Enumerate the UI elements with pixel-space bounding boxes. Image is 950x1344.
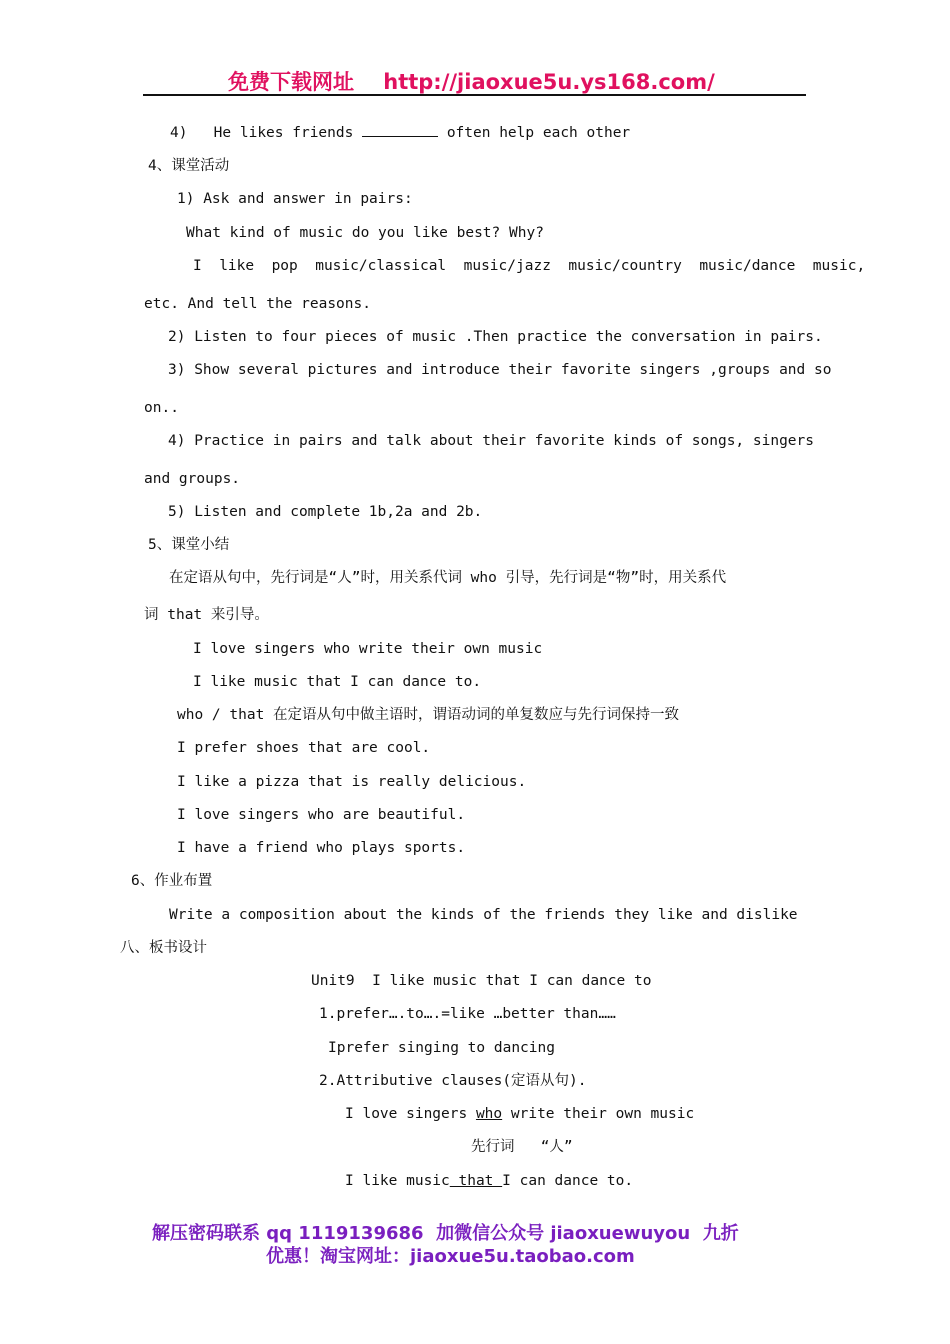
exercise-4 xyxy=(170,124,630,142)
header-label: 免费下载网址 xyxy=(228,70,354,94)
section-4-heading: 4、课堂活动 xyxy=(148,158,230,174)
activity-5: 5) Listen and complete 1b,2a and 2b. xyxy=(168,504,483,520)
board-point-1-example: Iprefer singing to dancing xyxy=(328,1040,555,1056)
activity-4-line1: 4) Practice in pairs and talk about their favorite kinds of songs, singers xyxy=(168,433,815,449)
summary-rule-line2: 词 that 来引导。 xyxy=(144,607,269,623)
summary-example-5: I love singers who are beautiful. xyxy=(177,807,466,823)
summary-example-3: I prefer shoes that are cool. xyxy=(177,740,431,756)
header-link[interactable] xyxy=(228,66,715,96)
board-example-b xyxy=(345,1172,633,1190)
board-point-2: 2.Attributive clauses(定语从句). xyxy=(319,1073,587,1089)
summary-example-4: I like a pizza that is really delicious. xyxy=(177,774,527,790)
exercise-number: 4) xyxy=(170,125,188,141)
activity-3-line1: 3) Show several pictures and introduce their favorite singers ,groups and so xyxy=(168,362,832,378)
summary-example-2: I like music that I can dance to. xyxy=(193,674,482,690)
board-title: Unit9 I like music that I can dance to xyxy=(311,973,652,989)
board-example-a xyxy=(345,1105,694,1123)
board-point-1: 1.prefer….to….=like …better than…… xyxy=(319,1006,616,1022)
activity-3-line2: on.. xyxy=(144,400,179,416)
activity-2: 2) Listen to four pieces of music .Then practice the conversation in pairs. xyxy=(168,329,823,345)
activity-1-question: What kind of music do you like best? Why? xyxy=(186,225,544,241)
antecedent-label: 先行词 “人” xyxy=(471,1139,573,1155)
section-5-heading: 5、课堂小结 xyxy=(148,537,230,553)
exercise-text-before: He likes friends xyxy=(213,125,354,141)
section-8-heading: 八、板书设计 xyxy=(120,940,207,956)
homework-task: Write a composition about the kinds of the friends they like and dislike xyxy=(169,907,798,923)
activity-1-answer-line1: I like pop music/classical music/jazz music/country music/dance music, xyxy=(193,258,866,274)
summary-example-1: I love singers who write their own music xyxy=(193,641,543,657)
fill-blank xyxy=(362,124,438,137)
summary-rule-3: who / that 在定语从句中做主语时，谓语动词的单复数应与先行词保持一致 xyxy=(177,707,680,723)
exercise-text-after: often help each other xyxy=(446,125,631,141)
header-url[interactable]: http://jiaoxue5u.ys168.com/ xyxy=(383,70,715,94)
underlined-who: who xyxy=(475,1106,503,1122)
board-example-a-end: write their own music xyxy=(502,1106,695,1122)
footer-line-1: 解压密码联系 qq 1119139686 加微信公众号 jiaoxuewuyou 九折 xyxy=(152,1223,739,1244)
underlined-that: that xyxy=(449,1173,503,1189)
board-example-b-end: I can dance to. xyxy=(502,1173,634,1189)
board-example-a-start: I love singers xyxy=(345,1106,476,1122)
summary-example-6: I have a friend who plays sports. xyxy=(177,840,466,856)
header-rule xyxy=(143,94,806,96)
summary-rule-line1: 在定语从句中，先行词是“人”时，用关系代词 who 引导，先行词是“物”时，用关系代 xyxy=(169,570,727,586)
activity-1: 1) Ask and answer in pairs: xyxy=(177,191,413,207)
activity-4-line2: and groups. xyxy=(144,471,241,487)
footer-line-2[interactable]: 优惠！淘宝网址：jiaoxue5u.taobao.com xyxy=(266,1246,635,1267)
section-6-heading: 6、作业布置 xyxy=(131,873,213,889)
board-example-b-start: I like music xyxy=(345,1173,450,1189)
activity-1-answer-line2: etc. And tell the reasons. xyxy=(144,296,371,312)
